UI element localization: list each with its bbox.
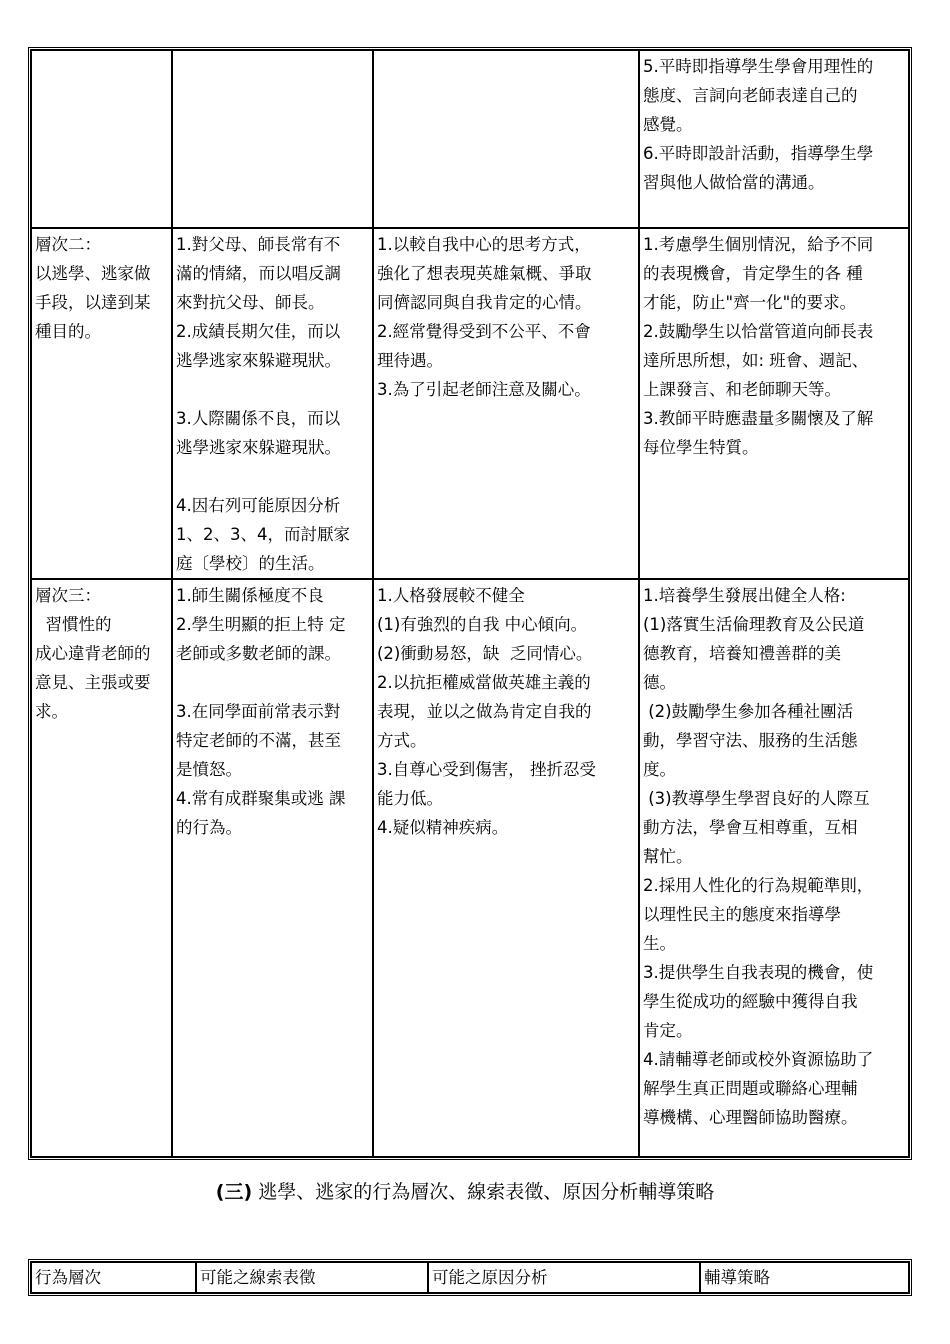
cell-line: 表現，並以之做為肯定自我的: [377, 702, 592, 721]
cell-line: (1)落實生活倫理教育及公民道: [643, 615, 865, 634]
cell-line: 成心違背老師的: [35, 644, 151, 663]
cell-line: 生。: [643, 934, 676, 953]
cell-line: 2.經常覺得受到不公平、不會: [377, 322, 591, 341]
cell-line: 動方法，學會互相尊重，互相: [643, 818, 858, 837]
cell-line: 理待遇。: [377, 351, 443, 370]
cell-line: 2.採用人性化的行為規範準則，: [643, 876, 874, 895]
cell-line: 德。: [643, 673, 676, 692]
cell-line: 達所思所想，如: 班會、週記、: [643, 351, 869, 370]
cell-line: (1)有強烈的自我 中心傾向。: [377, 615, 588, 634]
cell-line: 滿的情緒，而以唱反調: [176, 264, 341, 283]
guidance-table-header: [28, 1259, 912, 1296]
cell-line: 3.自尊心受到傷害， 挫折忍受: [377, 760, 596, 779]
cell-line: 德教育，培養知禮善群的美: [643, 644, 841, 663]
cell-line: 1、2、3、4，而討厭家: [176, 525, 350, 544]
header-behavior-level: 行為層次: [31, 1262, 196, 1293]
cell-line: 強化了想表現英雄氣概、爭取: [377, 264, 592, 283]
cell-line: 動，學習守法、服務的生活態: [643, 731, 858, 750]
cell-line: 逃學逃家來躲避現狀。: [176, 438, 341, 457]
strategies-cell: [639, 228, 909, 579]
cell-line: 方式。: [377, 731, 427, 750]
cell-line: 2.鼓勵學生以恰當管道向師長表: [643, 322, 874, 341]
cell-line: 層次二：: [35, 235, 101, 254]
header-causes: 可能之原因分析: [428, 1262, 700, 1293]
cell-line: 學生從成功的經驗中獲得自我: [643, 992, 858, 1011]
cell-line: 幫忙。: [643, 847, 693, 866]
cell-line: 1.師生關係極度不良: [176, 586, 324, 605]
cell-line: 逃學逃家來躲避現狀。: [176, 351, 341, 370]
cell-line: 2.成績長期欠佳，而以: [176, 322, 341, 341]
cell-line: 肯定。: [643, 1021, 693, 1040]
cell-line: 才能，防止"齊一化"的要求。: [643, 293, 857, 312]
table-row: [31, 579, 909, 1157]
cell-line: 3.為了引起老師注意及關心。: [377, 380, 591, 399]
cell-line: 同儕認同與自我肯定的心情。: [377, 293, 592, 312]
cell-line: 4.常有成群聚集或逃 課: [176, 789, 346, 808]
header-clues: 可能之線索表徵: [196, 1262, 428, 1293]
cell-line: 以理性民主的態度來指導學: [643, 905, 841, 924]
cell-line: (3)教導學生學習良好的人際互: [643, 789, 870, 808]
blank-line: [176, 668, 370, 697]
cell-line: 1.以較自我中心的思考方式，: [377, 235, 591, 254]
cell-line: 導機構、心理醫師協助醫療。: [643, 1108, 858, 1127]
cell-line: 3.教師平時應盡量多關懷及了解: [643, 409, 874, 428]
causes-cell: [373, 50, 639, 228]
cell-line: (2)鼓勵學生參加各種社團活: [643, 702, 854, 721]
clues-cell: [172, 50, 373, 228]
cell-line: 的表現機會，肯定學生的各 種: [643, 264, 863, 283]
level-cell: [31, 228, 172, 579]
cell-line: 1.人格發展較不健全: [377, 586, 525, 605]
clues-cell: [172, 579, 373, 1157]
cell-line: 3.提供學生自我表現的機會，使: [643, 963, 874, 982]
cell-line: 以逃學、逃家做: [35, 264, 151, 283]
cell-line: 的行為。: [176, 818, 242, 837]
cell-line: 1.培養學生發展出健全人格:: [643, 586, 846, 605]
blank-line: [176, 375, 370, 404]
cell-line: 態度、言詞向老師表達自己的: [643, 86, 858, 105]
blank-line: [176, 462, 370, 491]
cell-line: 能力低。: [377, 789, 443, 808]
cell-line: 3.在同學面前常表示對: [176, 702, 341, 721]
cell-line: 手段，以達到某: [35, 293, 151, 312]
cell-line: 特定老師的不滿，甚至: [176, 731, 341, 750]
header-strategies: 輔導策略: [700, 1262, 909, 1293]
table-row: [31, 228, 909, 579]
cell-line: 老師或多數老師的課。: [176, 644, 341, 663]
cell-line: 3.人際關係不良，而以: [176, 409, 341, 428]
clues-cell: [172, 228, 373, 579]
cell-line: 來對抗父母、師長。: [176, 293, 325, 312]
causes-cell: [373, 579, 639, 1157]
cell-line: 求。: [35, 702, 68, 721]
cell-line: 庭〔學校〕的生活。: [176, 554, 325, 573]
table-row: [31, 50, 909, 228]
level-cell: [31, 579, 172, 1157]
cell-line: 2.學生明顯的拒上特 定: [176, 615, 346, 634]
cell-line: 4.因右列可能原因分析: [176, 496, 341, 515]
section-title: [0, 1177, 930, 1207]
cell-line: 每位學生特質。: [643, 438, 759, 457]
cell-line: 意見、主張或要: [35, 673, 151, 692]
causes-cell: [373, 228, 639, 579]
cell-line: 種目的。: [35, 322, 101, 341]
strategies-cell: [639, 50, 909, 228]
cell-line: 1.對父母、師長常有不: [176, 235, 341, 254]
table-header-row: [31, 1262, 909, 1293]
section-title-text: 逃學、逃家的行為層次、線索表徵、原因分析輔導策略: [252, 1181, 715, 1203]
cell-line: 度。: [643, 760, 676, 779]
cell-line: (2)衝動易怒，缺 乏同情心。: [377, 644, 593, 663]
cell-line: 4.疑似精神疾病。: [377, 818, 509, 837]
strategies-cell: [639, 579, 909, 1157]
cell-line: 5.平時即指導學生學會用理性的: [643, 57, 874, 76]
guidance-table-continued: [28, 47, 912, 1160]
section-number: (三): [215, 1181, 253, 1203]
level-cell: [31, 50, 172, 228]
cell-line: 上課發言、和老師聊天等。: [643, 380, 841, 399]
cell-line: 4.請輔導老師或校外資源協助了: [643, 1050, 874, 1069]
cell-line: 感覺。: [643, 115, 693, 134]
cell-line: 習與他人做恰當的溝通。: [643, 173, 825, 192]
cell-line: 6.平時即設計活動，指導學生學: [643, 144, 874, 163]
cell-line: 解學生真正問題或聯絡心理輔: [643, 1079, 858, 1098]
cell-line: 是憤怒。: [176, 760, 242, 779]
cell-line: 1.考慮學生個別情況，給予不同: [643, 235, 874, 254]
cell-line: 層次三：: [35, 586, 101, 605]
cell-line: 習慣性的: [35, 615, 112, 634]
cell-line: 2.以抗拒權威當做英雄主義的: [377, 673, 591, 692]
